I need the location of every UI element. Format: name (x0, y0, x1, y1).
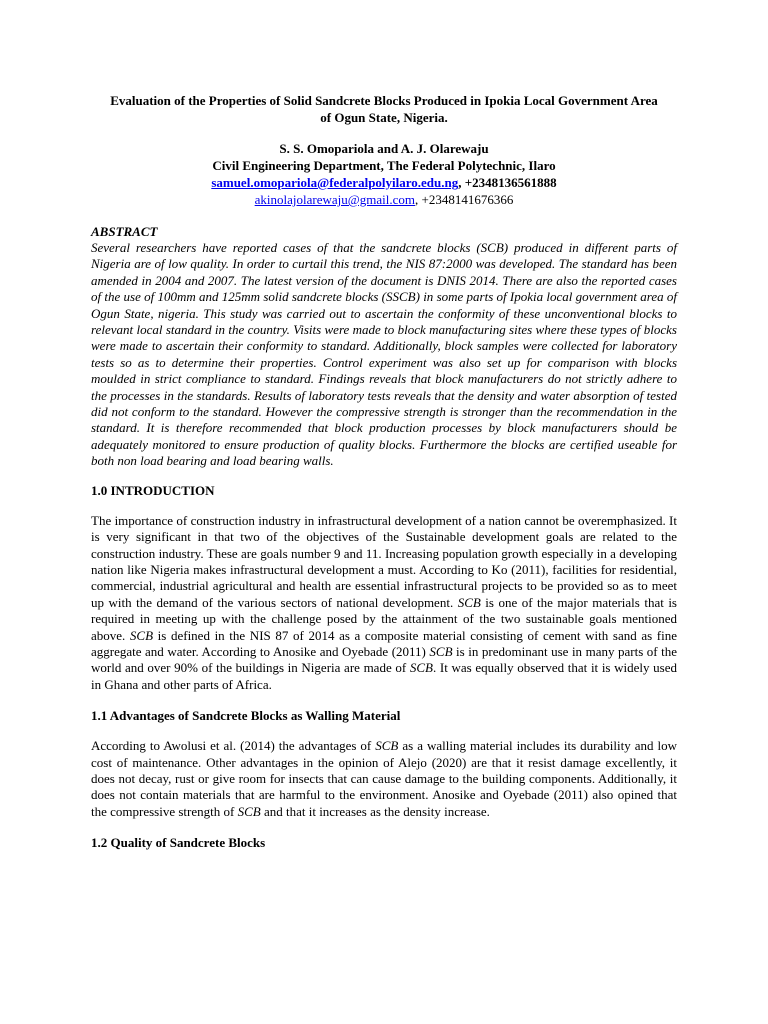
contact-line-2 (91, 191, 677, 208)
email-link-1[interactable]: samuel.omopariola@federalpolyilaro.edu.ng (211, 175, 459, 190)
author-names: S. S. Omopariola and A. J. Olarewaju (279, 141, 489, 156)
abstract-body: Several researchers have reported cases of that the sandcrete blocks (SCB) produced in different parts of Nigeria are of low quality. In order to curtail this trend, the NIS 87:2000 was developed. The standard has been amended in 2004 and 2007. The latest version of the document is DNIS 2014. There are also the reported cases of the use of 100mm and 125mm solid sandcrete blocks (SSCB) in some parts of Ipokia local government area of Ogun State, nigeria. This study was carried out to ascertain the conformity of these unconventional blocks to relevant local standard in the country. Visits were made to block manufacturing sites where these types of blocks were made to ascertain their conformity to standard. Additionally, block samples were collected for laboratory tests so as to determine their properties. Control experiment was also set up for comparison with blocks moulded in strict compliance to standard. Findings reveals that block manufacturers do not strictly adhere to the processes in the standards. Results of laboratory tests reveals that the density and water absorption of tested did not conform to the standard. However the compressive strength is stronger than the recommendation in the standard. It is therefore recommended that block production processes by block manufacturers should be adequately monitored to ensure production of quality blocks. Furthermore the blocks are certified useable for both non load bearing and load bearing walls. (91, 240, 677, 469)
advantages-paragraph: According to Awolusi et al. (2014) the advantages of SCB as a walling material includes its durability and low cost of maintenance. Other advantages in the opinion of Alejo (2020) are that it resist damage excellently, it does not decay, rust or give room for insects that can cause damage to the building components. Additionally, it does not contain materials that are harmful to the environment. Anosike and Oyebade (2011) also opined that the compressive strength of SCB and that it increases as the density increase. (91, 738, 677, 819)
section-heading-introduction: 1.0 INTRODUCTION (91, 482, 215, 498)
title-line-1: Evaluation of the Properties of Solid Sandcrete Blocks Produced in Ipokia Local Government Area (110, 93, 658, 108)
section-heading-quality: 1.2 Quality of Sandcrete Blocks (91, 835, 266, 851)
phone-2: , +2348141676366 (415, 192, 514, 207)
section-heading-advantages: 1.1 Advantages of Sandcrete Blocks as Walling Material (91, 708, 401, 724)
contact-line-1 (91, 174, 677, 191)
affiliation: Civil Engineering Department, The Federal Polytechnic, Ilaro (212, 158, 556, 173)
author-block (91, 140, 677, 208)
phone-1: , +2348136561888 (458, 175, 557, 190)
introduction-paragraph: The importance of construction industry in infrastructural development of a nation cannot be overemphasized. It is very significant in that two of the objectives of the Sustainable development goals are related to the construction industry. These are goals number 9 and 11. Increasing population growth especially in a developing nation like Nigeria makes infrastructural development a must. According to Ko (2011), facilities for residential, commercial, industrial agricultural and health are essential infrastructural projects to be provided so as to meet up with the demand of the various sectors of national development. SCB is one of the major materials that is required in meeting up with the challenge posed by the attainment of the two sustainable goals mentioned above. SCB is defined in the NIS 87 of 2014 as a composite material consisting of cement with sand as fine aggregate and water. According to Anosike and Oyebade (2011) SCB is in predominant use in many parts of the world and over 90% of the buildings in Nigeria are made of SCB. It was equally observed that it is widely used in Ghana and other parts of Africa. (91, 512, 678, 692)
email-link-2[interactable]: akinolajolarewaju@gmail.com (254, 192, 415, 207)
abstract-heading: ABSTRACT (91, 224, 158, 239)
paper-title (91, 92, 677, 126)
title-line-2: of Ogun State, Nigeria. (320, 110, 448, 125)
